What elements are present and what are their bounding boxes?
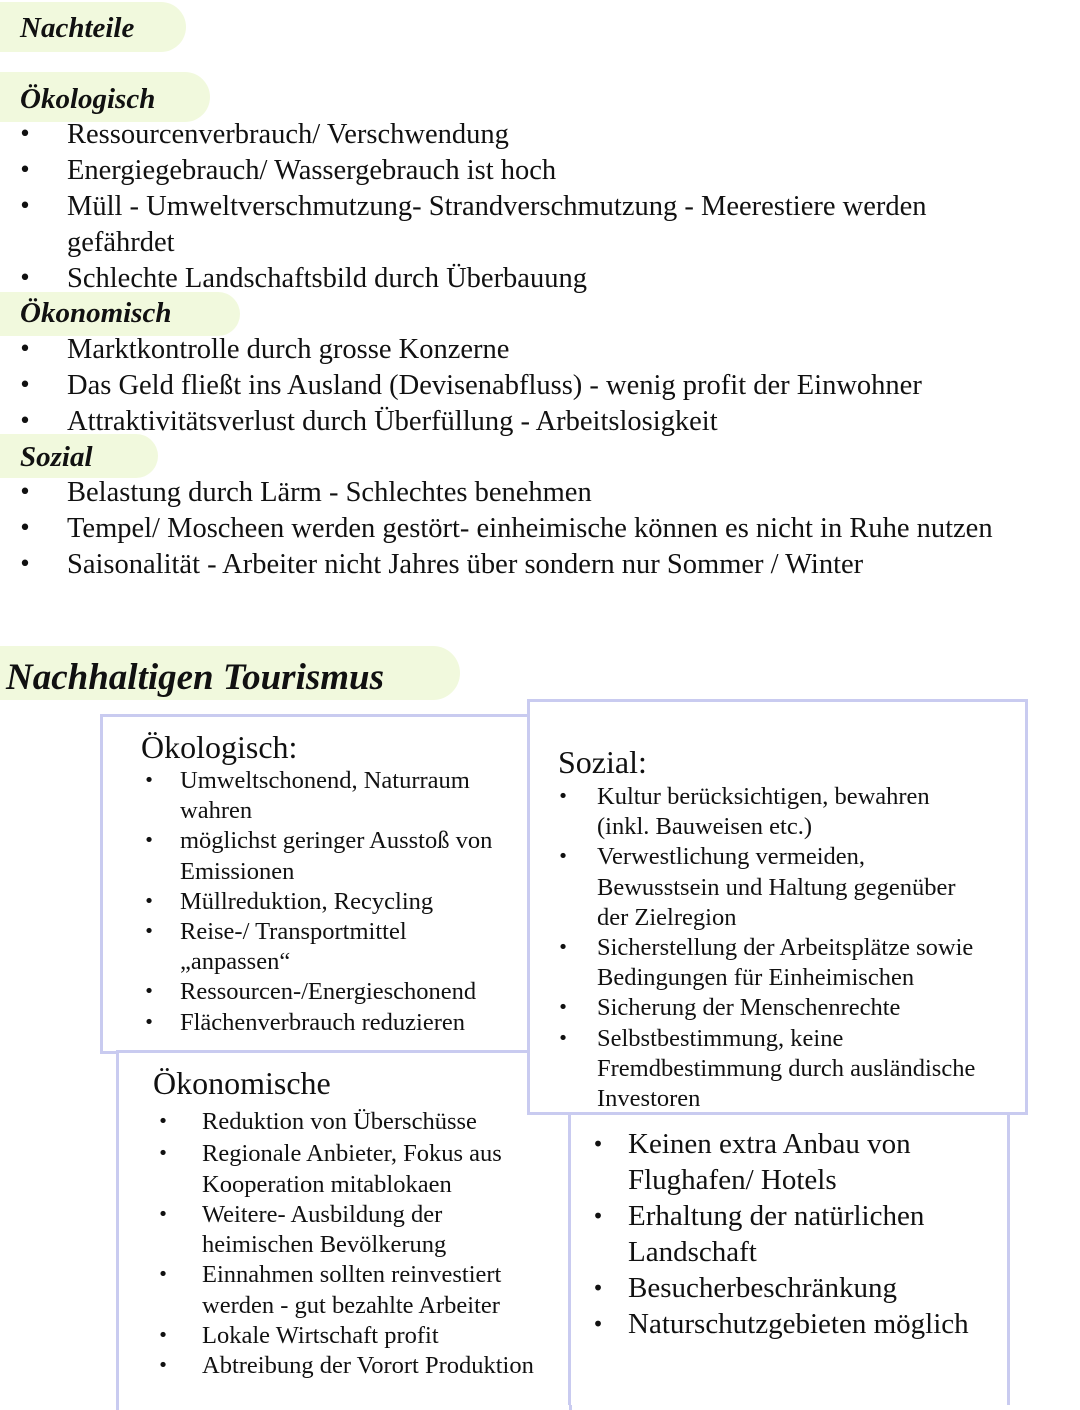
list-item	[557, 842, 992, 933]
list-item-text: Saisonalität - Arbeiter nicht Jahres über sondern nur Sommer / Winter	[67, 549, 864, 580]
list-item	[0, 261, 1027, 297]
list-item-text: Umweltschonend, Naturraum wahren	[180, 767, 470, 825]
list-item	[157, 1260, 537, 1321]
list-item	[592, 1126, 1000, 1198]
list-nachteile-oekonomisch	[0, 332, 1027, 440]
bullet-icon: •	[18, 480, 32, 505]
bullet-icon: •	[143, 830, 155, 852]
list-item-text: Müllreduktion, Recycling	[180, 887, 434, 915]
list-item	[143, 977, 525, 1007]
bullet-icon: •	[18, 373, 32, 398]
list-item	[157, 1321, 572, 1351]
bullet-icon: •	[157, 1143, 169, 1165]
list-item-text: Schlechte Landschaftsbild durch Überbauung	[67, 263, 587, 294]
list-item	[143, 826, 525, 886]
list-item-text: Weitere- Ausbildung der heimischen Bevölkerung	[202, 1200, 447, 1259]
list-item	[143, 917, 450, 977]
list-item-text: Einnahmen sollten reinvestiert werden - gut bezahlte Arbeiter	[202, 1261, 502, 1319]
bullet-icon: •	[557, 846, 569, 868]
list-item-text: Naturschutzgebieten möglich	[628, 1308, 969, 1340]
list-item-text: möglichst geringer Ausstoß von Emissionen	[180, 827, 493, 885]
list-item-text: Verwestlichung vermeiden, Bewusstsein und Haltung gegenüber der Zielregion	[597, 843, 956, 931]
bullet-icon: •	[143, 770, 155, 791]
list-item	[143, 766, 525, 826]
bullet-icon: •	[18, 122, 32, 147]
section-title-nachhaltigen-tourismus: Nachhaltigen Tourismus	[6, 657, 385, 698]
list-weitere	[592, 1126, 1000, 1342]
bullet-icon: •	[18, 194, 32, 219]
bullet-icon: •	[157, 1111, 169, 1132]
list-oekologisch	[143, 766, 525, 1038]
box-title: Ökonomische	[153, 1065, 331, 1101]
bullet-icon: •	[592, 1276, 604, 1300]
list-item-text: Tempel/ Moscheen werden gestört- einheimische können es nicht in Ruhe nutzen	[67, 513, 993, 544]
list-item	[592, 1198, 1000, 1270]
list-item-text: Erhaltung der natürlichen Landschaft	[628, 1200, 925, 1268]
list-item	[143, 887, 525, 917]
list-item-text: Attraktivitätsverlust durch Überfüllung - Arbeitslosigkeit	[67, 406, 718, 437]
list-item	[0, 153, 1027, 189]
list-item	[157, 1351, 572, 1381]
bullet-icon: •	[18, 552, 32, 577]
box-title: Sozial:	[558, 744, 647, 780]
list-item	[557, 1024, 1012, 1115]
list-item	[0, 511, 1027, 547]
list-item-text: Sicherstellung der Arbeitsplätze sowie Bedingungen für Einheimischen	[597, 934, 974, 992]
list-item	[0, 404, 1027, 440]
list-item-text: Energiegebrauch/ Wassergebrauch ist hoch	[67, 155, 557, 186]
section-title-nachteile: Nachteile	[20, 12, 135, 44]
box-oekonomische	[116, 1050, 572, 1410]
list-item-text: Ressourcen-/Energieschonend	[180, 978, 477, 1006]
list-nachteile-sozial	[0, 475, 1027, 583]
bullet-icon: •	[18, 409, 32, 434]
bullet-icon: •	[143, 981, 155, 1003]
list-item-text: Reduktion von Überschüsse	[202, 1108, 477, 1135]
list-item	[557, 993, 1012, 1023]
bullet-icon: •	[18, 337, 32, 362]
list-item	[157, 1139, 537, 1200]
bullet-icon: •	[157, 1355, 169, 1377]
list-item-text: Sicherung der Menschenrechte	[597, 994, 901, 1022]
subheading-sozial: Sozial	[20, 441, 93, 473]
bullet-icon: •	[557, 1027, 569, 1049]
list-item	[0, 475, 1027, 511]
list-sozial	[557, 782, 1012, 1114]
list-item-text: Besucherbeschränkung	[628, 1272, 897, 1304]
bullet-icon: •	[157, 1325, 169, 1347]
list-oekonomisch	[157, 1107, 572, 1382]
bullet-icon: •	[592, 1132, 604, 1156]
bullet-icon: •	[592, 1312, 604, 1336]
list-item-text: Keinen extra Anbau von Flughafen/ Hotels	[628, 1128, 911, 1196]
bullet-icon: •	[18, 158, 32, 183]
list-item	[143, 1008, 525, 1038]
list-item-text: Reise-/ Transportmittel „anpassen“	[180, 918, 407, 976]
list-item-text: Abtreibung der Vorort Produktion	[202, 1352, 534, 1380]
list-item-text: Müll - Umweltverschmutzung- Strandverschmutzung - Meerestiere werden gefährdet	[67, 191, 927, 258]
bullet-icon: •	[18, 516, 32, 541]
list-item	[592, 1306, 1000, 1342]
list-item-text: Das Geld fließt ins Ausland (Devisenabfluss) - wenig profit der Einwohner	[67, 370, 922, 401]
bullet-icon: •	[143, 1011, 155, 1033]
bullet-icon: •	[143, 921, 155, 943]
bullet-icon: •	[557, 937, 569, 959]
list-item	[0, 189, 1027, 261]
list-item-text: Regionale Anbieter, Fokus aus Kooperation mitablokaen	[202, 1140, 502, 1198]
list-item	[0, 117, 1027, 153]
bullet-icon: •	[157, 1264, 169, 1286]
bullet-icon: •	[18, 266, 32, 291]
box-sozial	[527, 699, 1028, 1115]
list-item-text: Flächenverbrauch reduzieren	[180, 1008, 465, 1036]
bullet-icon: •	[557, 786, 569, 807]
list-item-text: Kultur berücksichtigen, bewahren (inkl. Bauweisen etc.)	[597, 783, 930, 841]
bullet-icon: •	[143, 890, 155, 912]
list-item	[557, 933, 1012, 993]
box-title: Ökologisch:	[141, 729, 298, 765]
list-item-text: Selbstbestimmung, keine Fremdbestimmung durch ausländische Investoren	[597, 1024, 976, 1113]
bullet-icon: •	[557, 997, 569, 1019]
box-oekologisch	[100, 714, 532, 1054]
list-item-text: Lokale Wirtschaft profit	[202, 1322, 439, 1350]
list-item	[157, 1200, 502, 1261]
list-item-text: Belastung durch Lärm - Schlechtes benehmen	[67, 477, 592, 508]
list-item	[557, 782, 977, 842]
list-item	[0, 547, 1027, 583]
bullet-icon: •	[157, 1203, 169, 1225]
list-item-text: Marktkontrolle durch grosse Konzerne	[67, 334, 510, 365]
list-item-text: Ressourcenverbrauch/ Verschwendung	[67, 119, 509, 150]
list-item	[0, 332, 1027, 368]
subheading-oekonomisch: Ökonomisch	[20, 297, 172, 329]
list-item	[157, 1107, 572, 1137]
subheading-oekologisch: Ökologisch	[20, 83, 156, 115]
list-nachteile-oekologisch	[0, 117, 1027, 297]
bullet-icon: •	[592, 1204, 604, 1228]
list-item	[0, 368, 1027, 404]
list-item	[592, 1270, 1000, 1306]
box-weitere	[568, 1105, 1010, 1405]
